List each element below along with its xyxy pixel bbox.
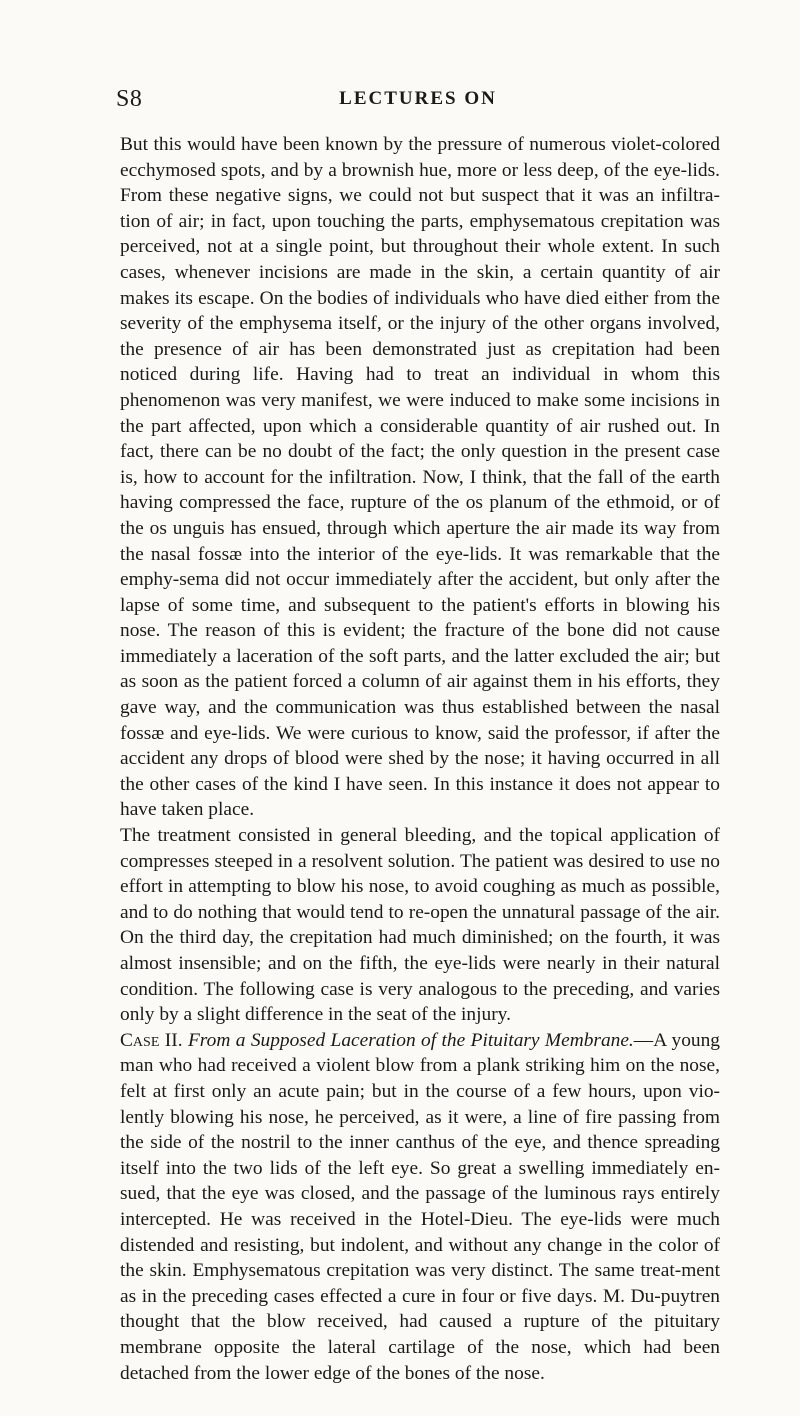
case-title: From a Supposed Laceration of the Pituitary Membrane.: [187, 1029, 634, 1051]
paragraph-case-two: [120, 1028, 720, 1386]
case-text: —A young man who had received a violent blow from a plank striking him on the nose, felt at first only an acute pain; but in the course of a few hours, upon vio-lently blowing his nose, he perceived, as it were, a line of fire passing from the side of the nostril to the inner canthus of the eye, and thence spreading itself into the two lids of the left eye. So great a swelling immediately en-sued, that the eye was closed, and the passage of the luminous rays entirely intercepted. He was received in the Hotel-Dieu. The eye-lids were much distended and resisting, but indolent, and without any change in the color of the skin. Emphysematous crepitation was very distinct. The same treat-ment as in the preceding cases effected a cure in four or five days. M. Du-puytren thought that the blow received, had caused a rupture of the pituitary membrane opposite the lateral cartilage of the nose, which had been detached from the lower edge of the bones of the nose.: [120, 1029, 720, 1384]
body-text: [120, 132, 720, 1386]
paragraph-continuation: But this would have been known by the pressure of numerous violet-colored ecchymosed spots, and by a brownish hue, more or less deep, of the eye-lids. From these negative signs, we could not but suspect that it was an infiltra-tion of air; in fact, upon touching the parts, emphysematous crepitation was perceived, not at a single point, but throughout their whole extent. In such cases, whenever incisions are made in the skin, a certain quantity of air makes its escape. On the bodies of individuals who have died either from the severity of the emphysema itself, or the injury of the other organs involved, the presence of air has been demonstrated just as crepitation had been noticed during life. Having had to treat an individual in whom this phenomenon was very manifest, we were induced to make some incisions in the part affected, upon which a considerable quantity of air rushed out. In fact, there can be no doubt of the fact; the only question in the present case is, how to account for the infiltration. Now, I think, that the fall of the earth having compressed the face, rupture of the os planum of the ethmoid, or of the os unguis has ensued, through which aperture the air made its way from the nasal fossæ into the interior of the eye-lids. It was remarkable that the emphy-sema did not occur immediately after the accident, but only after the lapse of some time, and subsequent to the patient's efforts in blowing his nose. The reason of this is evident; the fracture of the bone did not cause immediately a laceration of the soft parts, and the latter excluded the air; but as soon as the patient forced a column of air against them in his efforts, they gave way, and the communication was thus established between the nasal fossæ and eye-lids. We were curious to know, said the professor, if after the accident any drops of blood were shed by the nose; it having occurred in all the other cases of the kind I have seen. In this instance it does not appear to have taken place.: [120, 134, 720, 821]
running-title: LECTURES ON: [339, 88, 497, 109]
page-number: S8: [116, 86, 143, 112]
running-head: [116, 86, 720, 116]
case-label: Case II.: [120, 1029, 183, 1051]
paragraph-treatment: The treatment consisted in general bleeding, and the topical application of compresses steeped in a resolvent solution. The patient was desired to use no effort in attempting to blow his nose, to avoid coughing as much as possible, and to do nothing that would tend to re-open the unnatural passage of the air. On the third day, the crepitation had much diminished; on the fourth, it was almost insensible; and on the fifth, the eye-lids were nearly in their natural condition. The following case is very analogous to the preceding, and varies only by a slight difference in the seat of the injury.: [120, 825, 720, 1026]
